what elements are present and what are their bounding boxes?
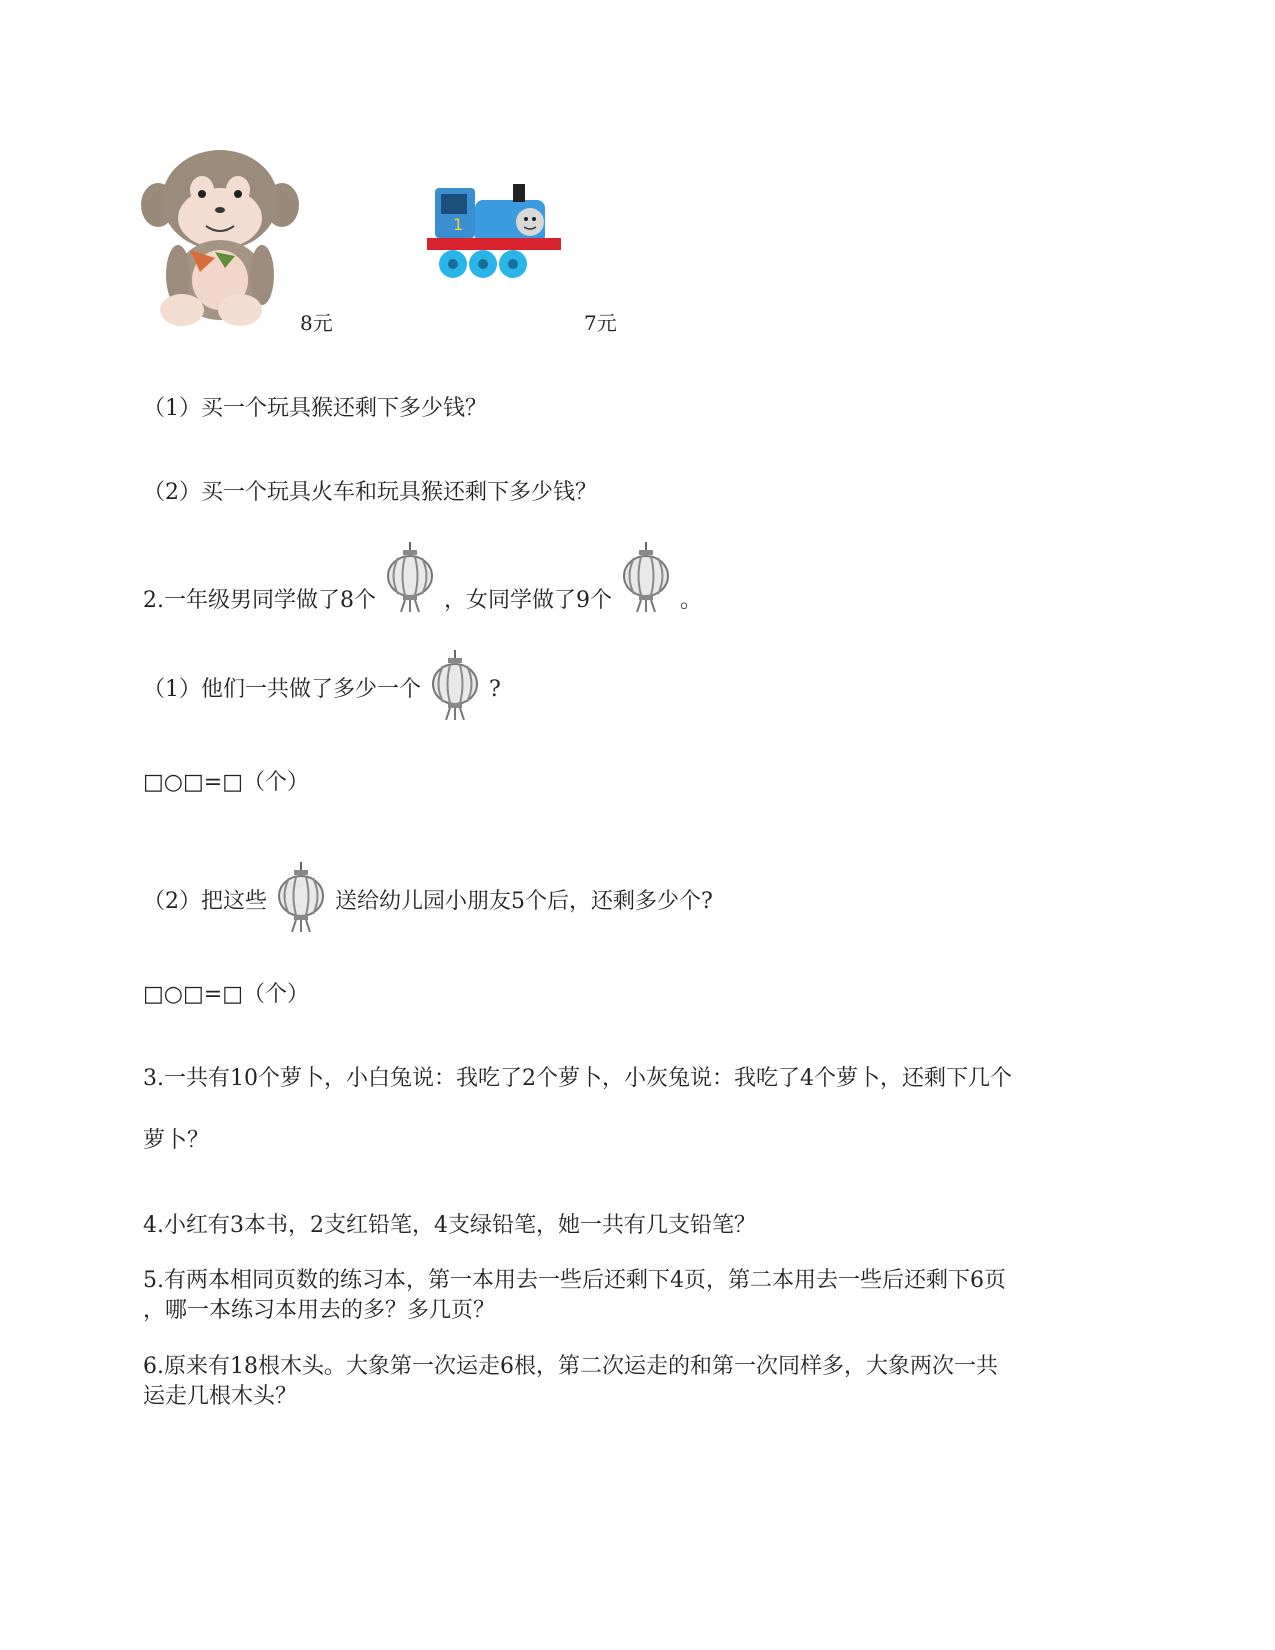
lantern-icon: [383, 542, 437, 612]
lantern-icon: [428, 650, 482, 720]
q5-line1: 5.有两本相同页数的练习本，第一本用去一些后还剩下4页，第二本用去一些后还剩下6页: [143, 1268, 1006, 1293]
q2-sub1: [143, 660, 501, 720]
q2-intro-part1: 2.一年级男同学做了8个: [143, 588, 376, 613]
q2-sub1-part1: （1）他们一共做了多少一个: [143, 677, 421, 702]
q2-sub1-part2: ?: [489, 677, 501, 702]
q2-sub2-part1: （2）把这些: [143, 889, 267, 914]
lantern-icon: [619, 542, 673, 612]
q2-formula2: □○□=□（个）: [143, 982, 309, 1007]
toy-train-picture: [425, 180, 565, 290]
q6-line1: 6.原来有18根木头。大象第一次运走6根，第二次运走的和第一次同样多，大象两次一共: [143, 1354, 998, 1379]
q2-formula1: □○□=□（个）: [143, 770, 309, 795]
monkey-price: 8元: [300, 311, 333, 335]
q2-sub2-part2: 送给幼儿园小朋友5个后，还剩多少个?: [335, 889, 713, 914]
q2-intro-part2: ，女同学做了9个: [444, 588, 612, 613]
toy-monkey-picture: [140, 150, 300, 330]
q1-sub1: （1）买一个玩具猴还剩下多少钱？: [143, 396, 487, 421]
svg-text:1: 1: [453, 215, 464, 234]
q3-line1: 3.一共有10个萝卜，小白兔说：我吃了2个萝卜，小灰兔说：我吃了4个萝卜，还剩下几个: [143, 1066, 1012, 1091]
train-price: 7元: [584, 311, 617, 335]
q1-sub2: （2）买一个玩具火车和玩具猴还剩下多少钱？: [143, 480, 597, 505]
q4-text: 4.小红有3本书，2支红铅笔，4支绿铅笔，她一共有几支铅笔？: [143, 1213, 756, 1238]
q2-sub2: [143, 872, 713, 932]
q2-intro: [143, 586, 702, 616]
q5-line2: ，哪一本练习本用去的多？多几页？: [143, 1298, 496, 1323]
q2-intro-part3: 。: [680, 588, 703, 613]
q6-line2: 运走几根木头？: [143, 1384, 298, 1409]
lantern-icon: [274, 862, 328, 932]
q3-line2: 萝卜？: [143, 1128, 210, 1153]
